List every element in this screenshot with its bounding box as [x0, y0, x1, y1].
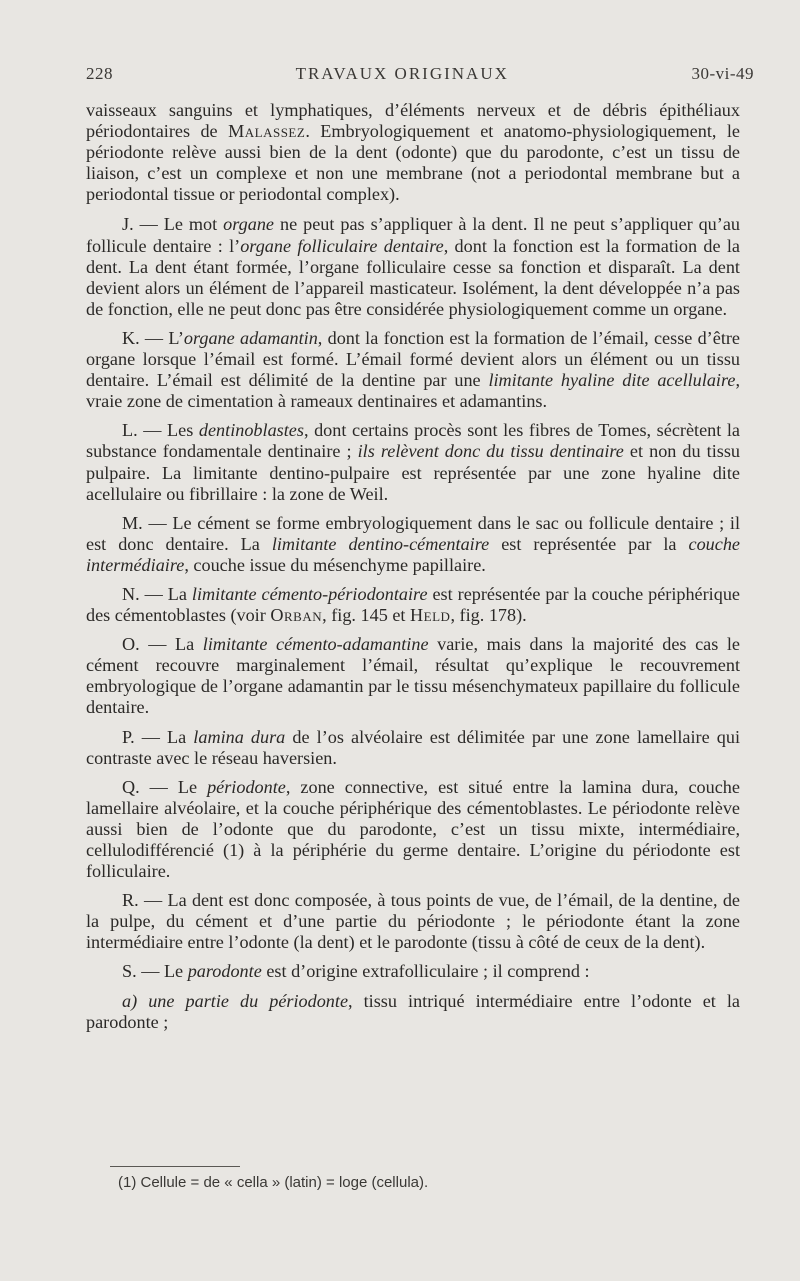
paragraph-m: M. — Le cément se forme embryologiquement dans le sac ou follicule dentaire ; il est donc dentaire. La limitante dentino-cémentaire est représentée par la couche intermédiaire, couche issue du mésenchyme papillaire. — [86, 512, 740, 575]
list-item-a: a) une partie du périodonte, tissu intriqué intermédiaire entre l’odonte et la parodonte ; — [86, 990, 740, 1032]
page-number: 228 — [86, 64, 113, 83]
author-name: Held — [410, 605, 451, 626]
paragraph-o: O. — La limitante cémento-adamantine varie, mais dans la majorité des cas le cément recouvre marginalement l’émail, résultat qu’explique le recouvrement embryologique de l’organe adamantin par le tissu mésenchymateux papillaire du follicule dentaire. — [86, 634, 740, 718]
footnote-divider — [110, 1166, 240, 1167]
paragraph-q: Q. — Le périodonte, zone connective, est situé entre la lamina dura, couche lamellaire alvéolaire, et la couche périphérique des cémentoblastes. Le périodonte relève aussi bien de l’odonte que du parodonte, c’est un tissu mixte, intermédiaire, cellulodifférencié (1) à la périphérie du germe dentaire. L’origine du périodonte est folliculaire. — [86, 776, 740, 882]
footnote: (1) Cellule = de « cella » (latin) = loge (cellula). — [118, 1174, 429, 1191]
paragraph-p: P. — La lamina dura de l’os alvéolaire est délimitée par une zone lamellaire qui contraste avec le réseau haversien. — [86, 726, 740, 768]
author-name: Orban — [270, 605, 323, 626]
paragraph-j: J. — Le mot organe ne peut pas s’appliquer à la dent. Il ne peut s’appliquer qu’au follicule dentaire : l’organe folliculaire dentaire, dont la fonction est la formation de la dent. La dent étant formée, l’organe folliculaire cesse sa fonction et disparaît. La dent devient alors un élément de l’appareil masticateur. Isolément, la dent développée n’a pas de fonction, elle ne peut donc pas être considérée physiologiquement comme un organe. — [86, 214, 740, 319]
running-title: TRAVAUX ORIGINAUX — [295, 64, 509, 83]
paragraph-s: S. — Le parodonte est d’origine extrafolliculaire ; il comprend : — [122, 961, 590, 982]
issue-date: 30-vi-49 — [691, 64, 754, 83]
paragraph-r: R. — La dent est donc composée, à tous points de vue, de l’émail, de la dentine, de la pulpe, du cément et d’une partie du périodonte ; le périodonte étant la zone intermédiaire entre l’odonte (la dent) et le parodonte (tissu à côté de ceux de la dent). — [86, 890, 740, 953]
author-name: Malassez — [228, 121, 306, 142]
paragraph-continued: vaisseaux sanguins et lymphatiques, d’éléments nerveux et de débris épithéliaux périodontaires de Malassez. Embryologiquement et anatomo-physiologiquement, le périodonte relève aussi bien de la dent (odonte) que du parodonte, c’est un tissu de liaison, c’est un complexe et non une membrane (not a periodontal membrane but a periodontal tissue or periodontal complex). — [86, 100, 741, 205]
paragraph-k: K. — L’organe adamantin, dont la fonction est la formation de l’émail, cesse d’être organe lorsque l’émail est formé. L’émail formé devient alors un élément ou un tissu dentaire. L’émail est délimité de la dentine par une limitante hyaline dite acellulaire, vraie zone de cimentation à rameaux dentinaires et adamantins. — [86, 327, 740, 412]
body-text — [86, 100, 740, 1041]
running-header — [86, 64, 754, 84]
paragraph-n: N. — La limitante cémento-périodontaire est représentée par la couche périphérique des cémentoblastes (voir Orban, fig. 145 et Held, fig. 178). — [86, 583, 740, 626]
paragraph-l: L. — Les dentinoblastes, dont certains procès sont les fibres de Tomes, sécrètent la substance fondamentale dentinaire ; ils relèvent donc du tissu dentinaire et non du tissu pulpaire. La limitante dentino-pulpaire est représentée par une zone hyaline dite acellulaire ou fibrillaire : la zone de Weil. — [86, 420, 741, 504]
